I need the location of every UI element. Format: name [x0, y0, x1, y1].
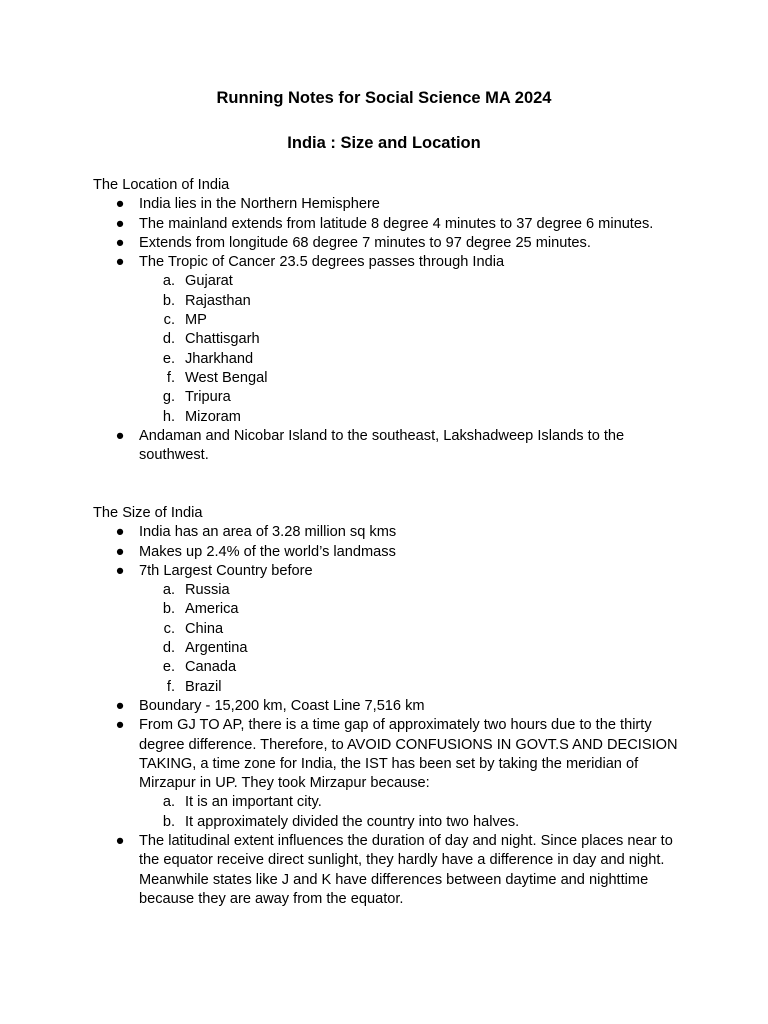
- bullet-text: Boundary - 15,200 km, Coast Line 7,516 km: [139, 697, 425, 714]
- state-name: Rajasthan: [185, 292, 251, 309]
- reason-text: It is an important city.: [185, 794, 322, 811]
- letter-marker: a.: [162, 273, 175, 290]
- bullet-text: Andaman and Nicobar Island to the southeast, Lakshadweep Islands to the southwest.: [139, 427, 625, 464]
- sub-list-item: [93, 581, 693, 600]
- size-bullet-list: [93, 523, 693, 909]
- document-subtitle: India : Size and Location: [287, 134, 481, 152]
- list-item: [93, 215, 693, 234]
- sub-list-item: [93, 369, 693, 388]
- bullet-text: India has an area of 3.28 million sq kms: [139, 524, 397, 541]
- reason-text: It approximately divided the country into two halves.: [185, 813, 520, 830]
- state-name: Mizoram: [185, 408, 241, 425]
- bullet-text: 7th Largest Country before: [139, 562, 313, 579]
- list-item: [93, 697, 693, 716]
- sub-list-item: [93, 620, 693, 639]
- sub-list-item: [93, 272, 693, 291]
- country-name: Argentina: [185, 640, 248, 657]
- letter-marker: e.: [162, 659, 175, 676]
- sub-list-item: [93, 292, 693, 311]
- bullet-text: Makes up 2.4% of the world’s landmass: [139, 543, 396, 560]
- location-bullet-list: [93, 195, 693, 465]
- size-section: [93, 504, 693, 909]
- bullet-text: India lies in the Northern Hemisphere: [139, 196, 380, 213]
- country-name: Canada: [185, 659, 237, 676]
- country-name: China: [185, 620, 224, 637]
- letter-marker: c.: [163, 312, 175, 329]
- bullet-text: From GJ TO AP, there is a time gap of approximately two hours due to the thirty degree difference. Therefore, to AVOID CONFUSIONS IN GOVT.S AND DECISION TAKING, a time zone for India, the IST has been set by taking the meridian of Mirzapur in UP. They took Mirzapur because:: [139, 717, 678, 792]
- larger-countries-list: [139, 581, 693, 697]
- letter-marker: b.: [162, 813, 175, 830]
- letter-marker: e.: [162, 350, 175, 367]
- sub-list-item: [93, 350, 693, 369]
- state-name: MP: [185, 312, 207, 329]
- letter-marker: f.: [166, 369, 175, 386]
- bullet-text: The mainland extends from latitude 8 degree 4 minutes to 37 degree 6 minutes.: [139, 215, 654, 232]
- bullet-marker: ●: [115, 254, 125, 271]
- bullet-marker: ●: [115, 697, 125, 714]
- country-name: America: [185, 601, 239, 618]
- list-item: [93, 716, 693, 832]
- bullet-text: The Tropic of Cancer 23.5 degrees passes through India: [139, 254, 505, 271]
- state-name: West Bengal: [185, 369, 268, 386]
- state-name: Jharkhand: [185, 350, 254, 367]
- sub-list-item: [93, 600, 693, 619]
- sub-list-item: [93, 658, 693, 677]
- bullet-marker: ●: [115, 196, 125, 213]
- state-name: Gujarat: [185, 273, 233, 290]
- letter-marker: g.: [162, 389, 175, 406]
- bullet-marker: ●: [115, 234, 125, 251]
- letter-marker: d.: [162, 331, 175, 348]
- location-heading: The Location of India: [93, 177, 230, 193]
- list-item: [93, 523, 693, 542]
- letter-marker: a.: [162, 582, 175, 599]
- sub-list-item: [93, 388, 693, 407]
- bullet-marker: ●: [115, 717, 125, 734]
- bullet-marker: ●: [115, 833, 125, 850]
- tropic-states-list: [139, 272, 693, 426]
- list-item: [93, 832, 693, 909]
- mirzapur-reasons-list: [139, 793, 693, 832]
- state-name: Chattisgarh: [185, 331, 260, 348]
- state-name: Tripura: [185, 389, 231, 406]
- letter-marker: b.: [162, 292, 175, 309]
- list-item: [93, 195, 693, 214]
- bullet-text: The latitudinal extent influences the duration of day and night. Since places near to the equator receive direct sunlight, they hardly have a difference in day and night. Meanwhile states like J and K have differences between daytime and nighttime because they are away from the equator.: [139, 833, 673, 907]
- letter-marker: a.: [162, 794, 175, 811]
- sub-list-item: [93, 311, 693, 330]
- sub-list-item: [93, 813, 693, 832]
- bullet-marker: ●: [115, 562, 125, 579]
- bullet-marker: ●: [115, 543, 125, 560]
- bullet-marker: ●: [115, 524, 125, 541]
- letter-marker: h.: [162, 408, 175, 425]
- country-name: Brazil: [185, 678, 222, 695]
- letter-marker: b.: [162, 601, 175, 618]
- sub-list-item: [93, 793, 693, 812]
- size-heading: The Size of India: [93, 505, 203, 521]
- list-item: [93, 253, 693, 427]
- sub-list-item: [93, 408, 693, 427]
- location-section: [93, 176, 693, 465]
- sub-list-item: [93, 639, 693, 658]
- bullet-marker: ●: [115, 215, 125, 232]
- document-title: Running Notes for Social Science MA 2024: [216, 89, 552, 107]
- letter-marker: d.: [162, 640, 175, 657]
- bullet-text: Extends from longitude 68 degree 7 minutes to 97 degree 25 minutes.: [139, 234, 591, 251]
- letter-marker: c.: [163, 620, 175, 637]
- list-item: [93, 427, 693, 466]
- list-item: [93, 234, 693, 253]
- country-name: Russia: [185, 582, 230, 599]
- sub-list-item: [93, 330, 693, 349]
- bullet-marker: ●: [115, 427, 125, 444]
- list-item: [93, 562, 693, 697]
- sub-list-item: [93, 678, 693, 697]
- letter-marker: f.: [166, 678, 175, 695]
- list-item: [93, 543, 693, 562]
